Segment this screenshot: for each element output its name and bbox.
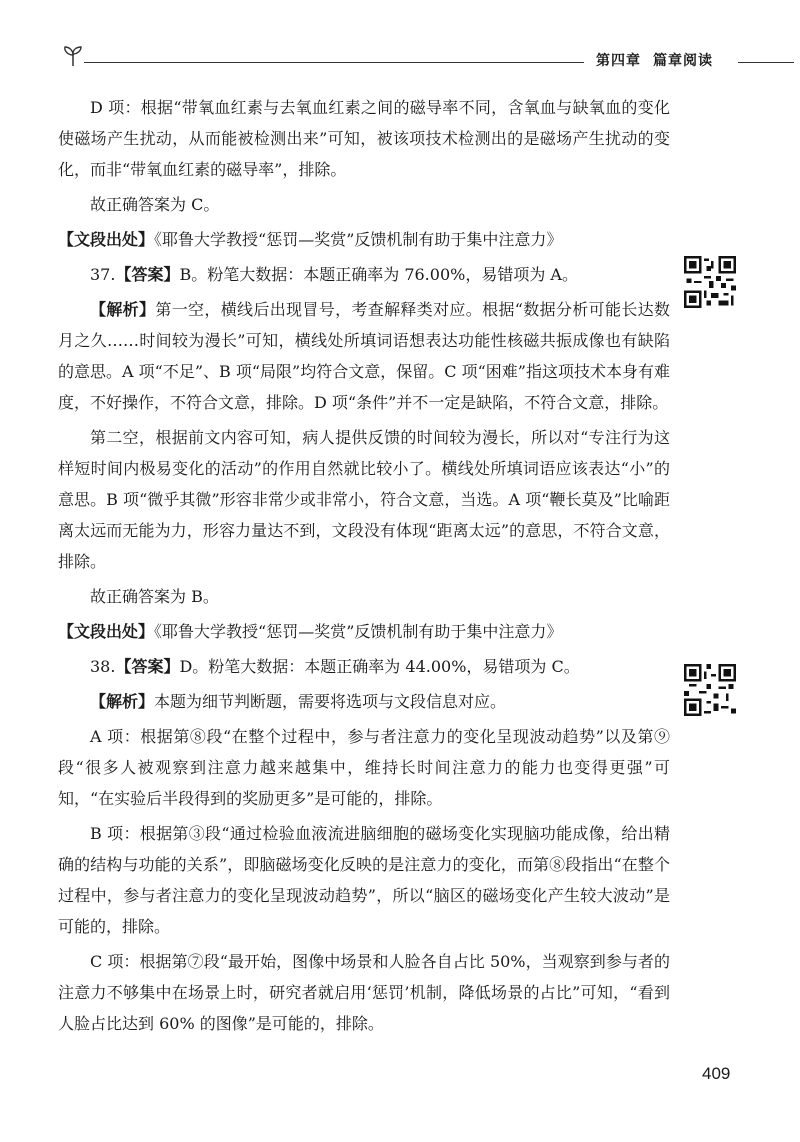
section-label: 篇章阅读 xyxy=(653,53,713,69)
paragraph: A 项：根据第⑧段“在整个过程中，参与者注意力的变化呈现波动趋势”以及第⑨段“很多人被观察到注意力越来越集中，维持长时间注意力的能力也变得更强”可知，“在实验后半段得到的奖励更多”是可能的，排除。 xyxy=(58,727,670,808)
paragraph: 故正确答案为 C。 xyxy=(90,195,220,214)
source-line: 【文段出处】《耶鲁大学教授“惩罚—奖赏”反馈机制有助于集中注意力》 xyxy=(58,622,563,641)
qr-code-icon[interactable] xyxy=(684,664,736,716)
source-tag: 【文段出处】 xyxy=(58,622,155,641)
paragraph: 故正确答案为 B。 xyxy=(90,587,219,606)
paragraph: C 项：根据第⑦段“最开始，图像中场景和人脸各自占比 50%，当观察到参与者的注意力不够集中在场景上时，研究者就启用‘惩罚’机制，降低场景的占比”可知，“看到人脸占比达到 60% 的图像”是可能的，排除。 xyxy=(58,952,670,1033)
analysis-tag: 【解析】 xyxy=(90,692,155,711)
question-number: 37. xyxy=(90,265,116,284)
source-line: 【文段出处】《耶鲁大学教授“惩罚—奖赏”反馈机制有助于集中注意力》 xyxy=(58,230,563,249)
paragraph: B 项：根据第③段“通过检验血液流进脑细胞的磁场变化实现脑功能成像，给出精确的结构与功能的关系”，即脑磁场变化反映的是注意力的变化，而第⑧段指出“在整个过程中，参与者注意力的变化呈现波动趋势”，所以“脑区的磁场变化产生较大波动”是可能的，排除。 xyxy=(58,824,670,936)
paragraph: 第二空，根据前文内容可知，病人提供反馈的时间较为漫长，所以对“专注行为这样短时间内极易变化的活动”的作用自然就比较小了。横线处所填词语应该表达“小”的意思。B 项“微乎其微”形容非常少或非常小，符合文意，当选。A 项“鞭长莫及”比喻距离太远而无能为力，形容力量达不到，文段没有体现“距离太远”的意思，不符合文意，排除。 xyxy=(58,428,670,571)
qr-code-icon[interactable] xyxy=(684,256,736,308)
question-number: 38. xyxy=(90,657,116,676)
page-body xyxy=(58,92,670,1043)
chapter-title xyxy=(596,50,713,70)
analysis-paragraph: 【解析】第一空，横线后出现冒号，考查解释类对应。根据“数据分析可能长达数月之久……时间较为漫长”可知，横线处所填词语想表达功能性核磁共振成像也有缺陷的意思。A 项“不足”、B 项“局限”均符合文意，保留。C 项“困难”指这项技术本身有难度，不好操作，不符合文意，排除。D 项“条件”并不一定是缺陷，不符合文意，排除。 xyxy=(58,300,670,412)
sprout-icon xyxy=(60,42,86,68)
answer-tag: 【答案】 xyxy=(115,657,180,676)
header-rule-right xyxy=(738,62,794,63)
paragraph: D 项：根据“带氧血红素与去氧血红素之间的磁导率不同，含氧血与缺氧血的变化使磁场产生扰动，从而能被检测出来”可知，被该项技术检测出的是磁场产生扰动的变化，而非“带氧血红素的磁导率”，排除。 xyxy=(58,98,670,179)
page-header xyxy=(0,0,800,80)
analysis-paragraph: 【解析】本题为细节判断题，需要将选项与文段信息对应。 xyxy=(90,692,507,711)
source-tag: 【文段出处】 xyxy=(58,230,155,249)
answer-tag: 【答案】 xyxy=(115,265,180,284)
page-number: 409 xyxy=(702,1064,731,1083)
answer-line: 38.【答案】D。粉笔大数据：本题正确率为 44.00%，易错项为 C。 xyxy=(90,657,580,676)
header-rule-left xyxy=(84,62,584,63)
answer-line: 37.【答案】B。粉笔大数据：本题正确率为 76.00%，易错项为 A。 xyxy=(90,265,578,284)
analysis-tag: 【解析】 xyxy=(90,300,156,319)
chapter-label: 第四章 xyxy=(596,53,641,69)
